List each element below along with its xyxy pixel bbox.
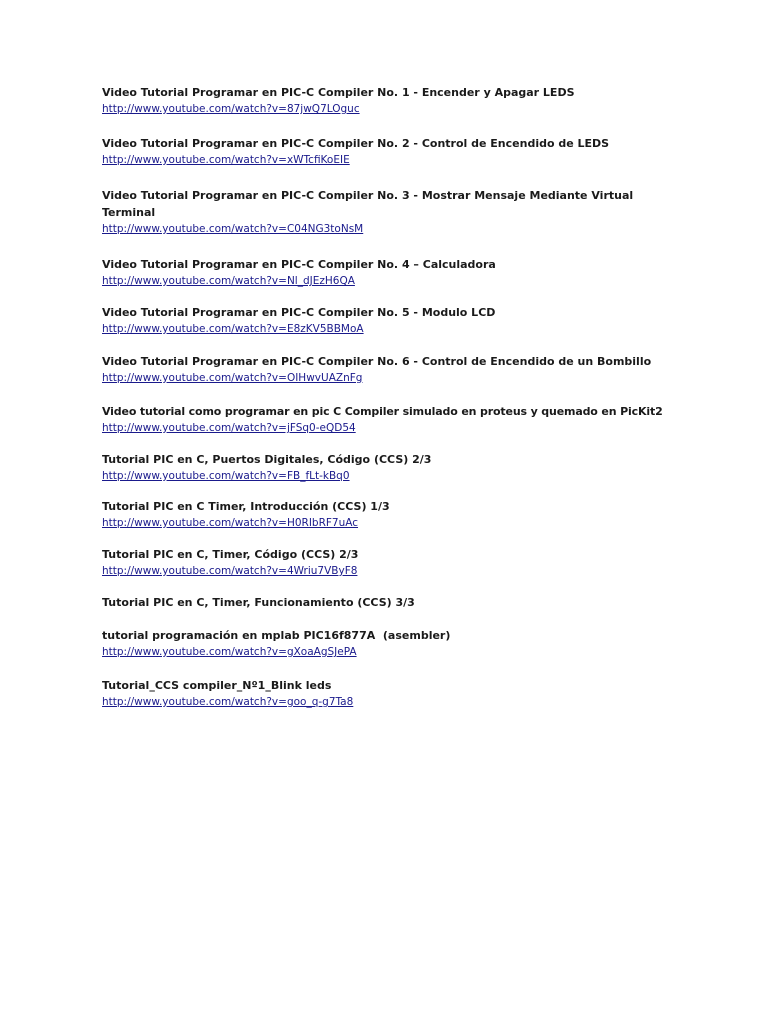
list-item — [102, 627, 662, 660]
entry-title: Tutorial PIC en C Timer, Introducción (CCS) 1/3 — [102, 500, 390, 513]
entry-link[interactable]: http://www.youtube.com/watch?v=jFSq0-eQD54 — [102, 422, 356, 434]
entry-link[interactable]: http://www.youtube.com/watch?v=E8zKV5BBMoA — [102, 323, 364, 335]
entry-link[interactable]: http://www.youtube.com/watch?v=4Wriu7VByF8 — [102, 565, 358, 577]
list-item — [102, 498, 662, 531]
entry-title: Tutorial PIC en C, Timer, Código (CCS) 2/3 — [102, 548, 359, 561]
entry-title: Tutorial_CCS compiler_Nº1_Blink leds — [102, 679, 332, 692]
entry-title: Video Tutorial Programar en PIC-C Compiler No. 5 - Modulo LCD — [102, 306, 496, 319]
list-item — [102, 135, 662, 168]
list-item — [102, 187, 647, 237]
list-item — [102, 304, 662, 337]
entry-link[interactable]: http://www.youtube.com/watch?v=Nl_dJEzH6QA — [102, 275, 355, 287]
list-item — [102, 677, 662, 710]
entry-link[interactable]: http://www.youtube.com/watch?v=gXoaAgSJePA — [102, 646, 357, 658]
entry-title: tutorial programación en mplab PIC16f877A (asembler) — [102, 629, 451, 642]
entry-title: Video Tutorial Programar en PIC-C Compiler No. 4 – Calculadora — [102, 258, 496, 271]
entry-link[interactable]: http://www.youtube.com/watch?v=xWTcfiKoEIE — [102, 154, 350, 166]
entry-link[interactable]: http://www.youtube.com/watch?v=C04NG3toNsM — [102, 223, 364, 235]
entry-title: Video Tutorial Programar en PIC-C Compiler No. 3 - Mostrar Mensaje Mediante Virtual Terminal — [102, 189, 634, 219]
entry-title: Video Tutorial Programar en PIC-C Compiler No. 1 - Encender y Apagar LEDS — [102, 86, 575, 99]
list-item — [102, 594, 662, 611]
list-item — [102, 84, 662, 117]
list-item — [102, 353, 662, 386]
entry-title: Video Tutorial Programar en PIC-C Compiler No. 6 - Control de Encendido de un Bombillo — [102, 355, 652, 368]
entry-link[interactable]: http://www.youtube.com/watch?v=OIHwvUAZnFg — [102, 372, 363, 384]
entry-link[interactable]: http://www.youtube.com/watch?v=FB_fLt-kBq0 — [102, 470, 350, 482]
list-item — [102, 546, 662, 579]
list-item — [102, 256, 662, 289]
entry-link[interactable]: http://www.youtube.com/watch?v=H0RIbRF7uAc — [102, 517, 359, 529]
entry-title: Tutorial PIC en C, Puertos Digitales, Código (CCS) 2/3 — [102, 453, 432, 466]
list-item — [102, 403, 702, 436]
list-item — [102, 451, 662, 484]
entry-title: Tutorial PIC en C, Timer, Funcionamiento (CCS) 3/3 — [102, 596, 415, 609]
entry-title: Video tutorial como programar en pic C Compiler simulado en proteus y quemado en PicKit2 — [102, 405, 663, 418]
entry-link[interactable]: http://www.youtube.com/watch?v=goo_q-g7Ta8 — [102, 696, 354, 708]
entry-title: Video Tutorial Programar en PIC-C Compiler No. 2 - Control de Encendido de LEDS — [102, 137, 610, 150]
entry-link[interactable]: http://www.youtube.com/watch?v=87jwQ7LOguc — [102, 103, 360, 115]
